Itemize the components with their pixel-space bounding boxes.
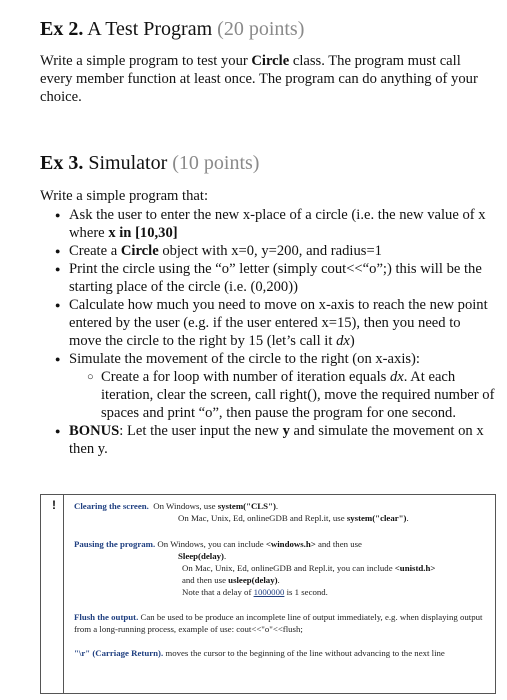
sub-list-item: ○ Create a for loop with number of iteration equals dx. At each iteration, clear the screen, call right(), move the required number of spaces and print “o”, then pause the program for one second.	[87, 368, 495, 422]
ex2-title: A Test Program	[87, 18, 213, 40]
note-pause-program: Pausing the program. On Windows, you can include <windows.h> and then use Sleep(delay). On Mac, Unix, Ed, onlineGDB and Repl.it, you can include <unistd.h> and then use usleep(delay). Note that a delay of 1000000 is 1 second.	[74, 539, 436, 597]
list-item: ● Calculate how much you need to move on x-axis to reach the new point entered by the user (e.g. if the user entered x=15), then you need to move the circle to the right by 15 (let’s call it dx)	[55, 296, 495, 350]
ex2-points: (20 points)	[217, 18, 305, 40]
list-item: ● BONUS: Let the user input the new y and simulate the movement on x then y.	[55, 422, 495, 458]
notes-box	[40, 494, 496, 694]
sub-list	[69, 368, 495, 422]
note-clear-screen: Clearing the screen. On Windows, use system("CLS"). On Mac, Unix, Ed, onlineGDB and Repl.it, use system("clear").	[74, 501, 409, 523]
ex3-task-list	[55, 206, 495, 458]
warning-icon: !	[52, 498, 56, 512]
list-item: ● Print the circle using the “o” letter (simply cout<<“o”;) this will be the starting place of the circle (i.e. (0,200))	[55, 260, 495, 296]
ex3-title: Simulator	[88, 152, 168, 174]
note-flush-output: Flush the output. Can be used to be produce an incomplete line of output immediately, e.g. when displaying output from a long-running process, example of use: cout<<"o"<<flush;	[74, 612, 483, 634]
ex3-intro: Write a simple program that:	[40, 188, 208, 204]
ex2-number: Ex 2.	[40, 18, 84, 40]
delay-link[interactable]: 1000000	[253, 587, 285, 597]
ex3-points: (10 points)	[172, 152, 260, 174]
ex2-heading	[40, 18, 304, 41]
list-item: ● Simulate the movement of the circle to the right (on x-axis): ○ Create a for loop with number of iteration equals dx. At each iteration, clear the screen, call right(), move the required number of spaces and print “o”, then pause the program for one second.	[55, 350, 495, 422]
list-item: ● Ask the user to enter the new x-place of a circle (i.e. the new value of x where x in [10,30]	[55, 206, 495, 242]
ex3-heading	[40, 152, 259, 175]
ex2-description: Write a simple program to test your Circle class. The program must call every member function at least once. The program can do anything of your choice.	[40, 53, 478, 105]
note-carriage-return: "\r" (Carriage Return). moves the cursor to the beginning of the line without advancing to the next line	[74, 648, 445, 658]
ex3-number: Ex 3.	[40, 152, 84, 174]
list-item: ● Create a Circle object with x=0, y=200, and radius=1	[55, 242, 495, 260]
